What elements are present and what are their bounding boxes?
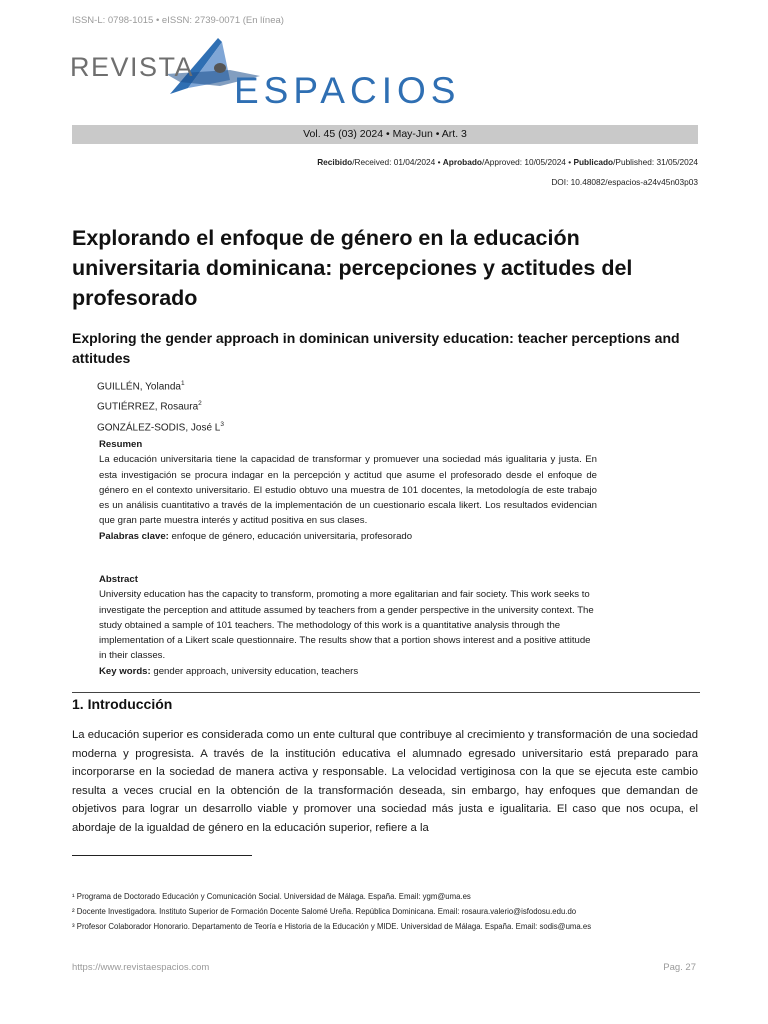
approved-date: /Approved: 10/05/2024 • <box>481 157 574 167</box>
resumen-keywords: Palabras clave: enfoque de género, educación universitaria, profesorado <box>99 530 413 542</box>
footnote-divider <box>72 855 252 856</box>
footnote-2: ² Docente Investigadora. Instituto Superior de Formación Docente Salomé Ureña. República Dominicana. Email: rosaura.valerio@isfodosu.edu.do <box>72 907 577 916</box>
received-date: /Received: 01/04/2024 • <box>352 157 443 167</box>
approved-label: Aprobado <box>442 157 482 167</box>
issn-line: ISSN-L: 0798-1015 • eISSN: 2739-0071 (En línea) <box>72 15 284 26</box>
abstract-body: University education has the capacity to transform, promoting a more egalitarian and fair society. This work seeks to investigate the perception and attitude assumed by teachers from a gender perspective in the university context. The study obtained a sample of 101 teachers. The methodology of this work is a quantitative analysis through the implementation of a Likert scale questionnaire. The results show that a portion shows interest and a positive attitude in their classes. <box>99 589 594 662</box>
abstract-keywords: Key words: gender approach, university education, teachers <box>99 665 359 677</box>
resumen-body: La educación universitaria tiene la capacidad de transformar y promuever una sociedad más igualitaria y justa. En esta investigación se procura indagar en la percepción y actitud que asume el profesorado desde el enfoque de género en el contexto universitario. El estudio obtuvo una muestra de 101 docentes, la metodología de este trabajo es un análisis cuantitativo a través de la implementación de un cuestionario escala likert. Los resultados evidencian que gran parte muestra interés y actitud positiva en sus clases. <box>99 454 597 527</box>
abstract-title: Abstract <box>99 574 138 585</box>
author-list <box>97 375 224 436</box>
introduction-body: La educación superior es considerada como un ente cultural que contribuye al crecimiento y transformación de una sociedad moderna y progresista. A través de la institución educativa el alumnado egresado universitario está preparado para incorporarse en la sociedad de manera activa y responsable. La velocidad vertiginosa con la que se ejecuta este cambio resulta a veces crucial en la obtención de la transformación deseada, sin embargo, hay enfoques que demandan de objetivos para lograr un desarrollo viable y promover una sociedad más justa e igualitaria. El caso que nos ocupa, el abordaje de la igualdad de género en la educación superior, refiere a la <box>72 729 698 834</box>
article-title: Explorando el enfoque de género en la educación universitaria dominicana: percepciones y actitudes del profesorado <box>72 226 633 310</box>
resumen-title: Resumen <box>99 439 143 450</box>
section-divider <box>72 692 700 693</box>
logo-espacios-text: ESPACIOS <box>234 70 461 111</box>
published-date: /Published: 31/05/2024 <box>613 157 698 167</box>
journal-logo <box>70 36 461 111</box>
doi[interactable]: DOI: 10.48082/espacios-a24v45n03p03 <box>551 177 698 187</box>
received-label: Recibido <box>317 157 353 167</box>
resumen-block <box>99 437 597 544</box>
article-subtitle: Exploring the gender approach in dominican university education: teacher perceptions and attitudes <box>72 330 680 366</box>
abstract-block <box>99 572 597 679</box>
author: GUTIÉRREZ, Rosaura$^2$ <box>97 400 202 413</box>
author: GONZÁLEZ-SODIS, José $L^3$ <box>97 420 224 433</box>
page-number: Pag. 27 <box>663 962 696 973</box>
introduction-heading: 1. Introducción <box>72 696 173 712</box>
publication-dates <box>317 157 698 167</box>
footnote-1: ¹ Programa de Doctorado Educación y Comunicación Social. Universidad de Málaga. España. Email: ygm@uma.es <box>72 892 471 901</box>
author: GUILLÉN, Yolanda$^1$ <box>97 380 185 393</box>
published-label: Publicado <box>573 157 614 167</box>
volume-bar: Vol. 45 (03) 2024 • May-Jun • Art. 3 <box>72 125 698 144</box>
logo-revista-text: REVISTA <box>70 52 195 82</box>
footnote-3: ³ Profesor Colaborador Honorario. Departamento de Teoría e Historia de la Educación y MIDE. Universidad de Málaga. España. Email: sodis@uma.es <box>72 922 592 931</box>
footer-url-link[interactable]: https://www.revistaespacios.com <box>72 962 210 973</box>
